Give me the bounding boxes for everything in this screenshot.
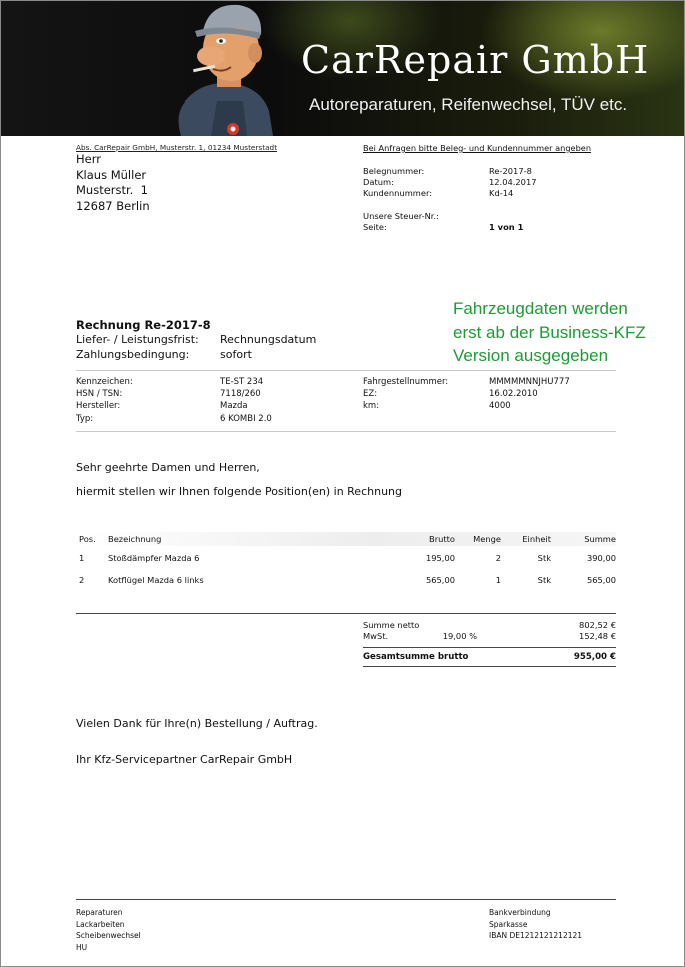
table-row <box>76 550 616 572</box>
version-notice-line: Version ausgegeben <box>453 346 609 365</box>
table-header <box>76 532 616 546</box>
recipient-name: Klaus Müller <box>76 167 147 182</box>
gross-total: 955,00 € <box>573 652 616 662</box>
recipient-address <box>76 152 150 214</box>
vehicle-info-right <box>363 376 570 413</box>
invoice-terms <box>76 332 316 362</box>
company-tagline: Autoreparaturen, Reifenwechsel, TÜV etc. <box>309 95 628 114</box>
cell-pos: 2 <box>79 575 85 585</box>
sender-line: Abs. CarRepair GmbH, Musterstr. 1, 01234 Musterstadt <box>76 143 278 152</box>
document-meta <box>363 166 537 233</box>
footer-service-item: Scheibenwechsel <box>76 931 141 940</box>
table-end-divider <box>76 613 616 614</box>
vehicle-info-left <box>76 376 272 425</box>
vehicle-label: Typ: <box>76 413 94 424</box>
cell-description: Stoßdämpfer Mazda 6 <box>108 553 200 563</box>
recipient-street: Musterstr. 1 <box>76 183 148 197</box>
company-name: CarRepair GmbH <box>301 38 650 82</box>
thank-you-note: Vielen Dank für Ihre(n) Bestellung / Auftrag. <box>76 717 318 730</box>
inquiry-hint: Bei Anfragen bitte Beleg- und Kundennummer angeben <box>363 143 592 153</box>
positions-table <box>76 532 616 594</box>
manufacturer: Mazda <box>220 401 248 412</box>
vehicle-label: Fahrgestellnummer: <box>363 377 449 387</box>
bank-label: Bankverbindung <box>489 908 551 917</box>
vehicle-type: 6 KOMBI 2.0 <box>220 413 272 424</box>
mechanic-mascot-image <box>151 1 291 136</box>
vat-amount: 152,48 € <box>579 631 616 641</box>
terms-label: Liefer- / Leistungsfrist: <box>76 333 199 346</box>
cell-unit: Stk <box>537 553 551 563</box>
cell-quantity: 2 <box>495 553 501 563</box>
delivery-term: Rechnungsdatum <box>220 333 317 346</box>
receipt-number: Re-2017-8 <box>489 166 532 176</box>
signature-line: Ihr Kfz-Servicepartner CarRepair GmbH <box>76 753 293 766</box>
version-notice <box>453 297 646 368</box>
header-banner <box>1 1 684 136</box>
footer-service-item: Lackarbeiten <box>76 919 125 929</box>
column-header: Summe <box>584 534 616 544</box>
column-header: Brutto <box>429 534 455 544</box>
column-header: Einheit <box>522 534 551 544</box>
vat-rate: 19,00 % <box>442 631 477 641</box>
version-notice-line: Fahrzeugdaten werden <box>453 299 628 318</box>
footer-divider <box>76 899 616 900</box>
recipient-city: 12687 Berlin <box>76 198 150 213</box>
vehicle-label: EZ: <box>363 389 378 400</box>
footer-service-item: Reparaturen <box>76 908 123 917</box>
footer-bank <box>489 907 582 942</box>
totals-divider <box>363 647 616 648</box>
customer-number: Kd-14 <box>489 188 514 198</box>
page-indicator: 1 von 1 <box>489 222 524 232</box>
gross-total-label: Gesamtsumme brutto <box>363 652 469 662</box>
cell-description: Kotflügel Mazda 6 links <box>108 575 204 585</box>
intro-text: hiermit stellen wir Ihnen folgende Position(en) in Rechnung <box>76 485 402 498</box>
greeting: Sehr geehrte Damen und Herren, <box>76 461 260 474</box>
first-registration: 16.02.2010 <box>489 389 538 400</box>
footer-service-item: HU <box>76 942 88 952</box>
cell-gross: 195,00 <box>425 553 455 563</box>
meta-label: Belegnummer: <box>363 166 425 176</box>
vat-label: MwSt. <box>363 631 389 641</box>
invoice-title: Rechnung Re-2017-8 <box>76 318 211 332</box>
bank-name: Sparkasse <box>489 919 528 929</box>
hsn-tsn: 7118/260 <box>220 389 261 400</box>
version-notice-line: erst ab der Business-KFZ <box>453 322 646 342</box>
chassis-number: MMMMMNNJHU777 <box>489 377 570 387</box>
footer-services <box>76 907 141 953</box>
mileage: 4000 <box>489 401 511 412</box>
totals-underline <box>363 666 616 667</box>
vehicle-label: km: <box>363 401 380 412</box>
meta-label: Seite: <box>363 222 387 232</box>
net-total: 802,52 € <box>579 620 616 630</box>
recipient-salutation: Herr <box>76 152 101 166</box>
cell-unit: Stk <box>537 575 551 585</box>
terms-label: Zahlungsbedingung: <box>76 348 190 361</box>
divider <box>76 370 616 371</box>
invoice-date: 12.04.2017 <box>489 177 537 187</box>
divider <box>76 431 616 432</box>
meta-label: Kundennummer: <box>363 188 433 198</box>
cell-pos: 1 <box>79 553 85 563</box>
vehicle-label: Hersteller: <box>76 401 121 412</box>
column-header: Pos. <box>79 534 96 544</box>
license-plate: TE-ST 234 <box>220 377 264 387</box>
bank-iban: IBAN DE1212121212121 <box>489 931 583 940</box>
column-header: Bezeichnung <box>108 534 162 544</box>
cell-quantity: 1 <box>495 575 501 585</box>
column-header: Menge <box>473 534 501 544</box>
cell-total: 390,00 <box>586 553 616 563</box>
payment-term: sofort <box>220 348 252 361</box>
meta-label: Unsere Steuer-Nr.: <box>363 211 439 221</box>
vehicle-label: HSN / TSN: <box>76 389 123 400</box>
meta-label: Datum: <box>363 177 394 187</box>
table-row <box>76 572 616 594</box>
totals-block <box>363 620 616 667</box>
vehicle-label: Kennzeichen: <box>76 377 133 387</box>
net-total-label: Summe netto <box>363 620 420 630</box>
cell-total: 565,00 <box>586 575 616 585</box>
cell-gross: 565,00 <box>425 575 455 585</box>
